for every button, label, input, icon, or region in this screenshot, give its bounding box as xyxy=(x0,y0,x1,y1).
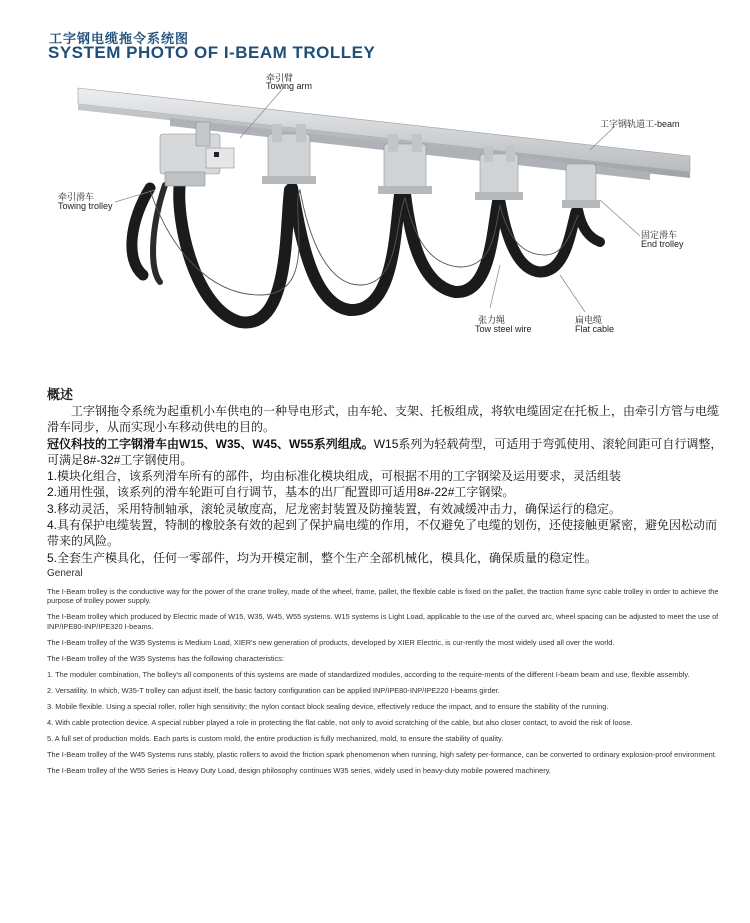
general-para: The I-Beam trolley of the W45 Systems runs stably, plastic rollers to avoid the friction spark phenomenon when running, high safety per-formance, can be converted to ordinary explosion-proof environment. xyxy=(47,749,717,759)
end-trolley xyxy=(562,164,600,208)
overview-item: 5.全套生产模具化，任何一零部件，均为开模定制，整个生产全部机械化，模具化，确保质量的稳定性。 xyxy=(47,550,598,565)
overview-para-1: 工字钢拖令系统为起重机小车供电的一种导电形式，由车轮、支架、托板组成，将软电缆固定在托板上，由牵引方管与电缆滑车同步，从而实现小车移动供电的目的。 xyxy=(47,404,720,435)
tow-wire-label-en: Tow steel wire xyxy=(475,324,532,334)
general-para: The I-Beam trolley of the W35 Systems is Medium Load, XIER's new generation of products, developed by XIER Electric, is cur-rently the most widely used all over the world. xyxy=(47,637,615,647)
towing-arm-label-cn: 牵引臂 xyxy=(266,73,294,83)
general-para: The I-Beam trolley of the W35 Systems has the following characteristics: xyxy=(47,653,285,663)
towing-arm-label-en: Towing arm xyxy=(266,81,313,91)
general-heading: General xyxy=(47,568,83,579)
overview-para-2-rest: W15系列为轻载荷型，可适用于弯弧使用、滚轮间距可自行调整，可满足8#-32#工字钢使用。 xyxy=(47,436,723,467)
tow-wire-label-cn: 张力绳 xyxy=(478,315,506,325)
overview-heading: 概述 xyxy=(47,387,74,402)
overview-para-2 xyxy=(47,436,727,469)
overview-body xyxy=(47,403,727,566)
general-para: The I-Beam trolley of the W55 Series is Heavy Duty Load, design philosophy continues W35 series, widely used in heavy-duty mobile powered machinery. xyxy=(47,765,551,775)
general-para: The I-Beam trolley is the conductive way for the power of the crane trolley, made of the wheel, frame, pallet, the flexible cable is fixed on the pallet, the traction frame sync cable trolley in order to achieve the purpose of trolley power supply. xyxy=(47,587,719,606)
end-trolley-label-en: End trolley xyxy=(641,239,684,249)
i-beam-label: 工字钢轨道工-beam xyxy=(600,119,680,129)
page-title-en: SYSTEM PHOTO OF I-BEAM TROLLEY xyxy=(48,43,376,62)
overview-para-2-strong: 冠仪科技的工字钢滑车由W15、W35、W45、W55系列组成。 xyxy=(47,436,374,451)
general-para: 5. A full set of production molds. Each parts is custom mold, the entire production is fully mechanized, mold, to ensure the stability of quality. xyxy=(47,733,504,743)
general-para: 4. With cable protection device. A special rubber played a role in protecting the flat cable, not only to avoid scratching of the cable, but also closer contact, to avoid the risk of loose. xyxy=(47,717,633,727)
general-para: 3. Mobile flexible. Using a special roller, roller high sensitivity; the nylon contact block sealing device, effectively reduce the impact, and to ensure the stability of the running. xyxy=(47,701,609,711)
overview-item: 1.模块化组合，该系列滑车所有的部件，均由标准化模块组成，可根据不用的工字钢梁及运用要求，灵活组装 xyxy=(47,469,622,484)
general-para: 2. Versatility. In which, W35-T trolley can adjust itself, the basic factory configuration can be applied INP/IPE80-INP/IPE220 I-beams girder. xyxy=(47,685,500,695)
flat-cable-label-cn: 扁电缆 xyxy=(575,315,603,325)
general-para: 1. The moduler combination, The bolley's all components of this systems are made of standardized modules, according to the require-ments of the different I-beam beam and use, flexible assembly. xyxy=(47,669,690,679)
general-para: The I-Beam trolley which produced by Electric made of W15, W35, W45, W55 systems. W15 systems is Light Load, applicable to the use of the curved arc, wheel spacing can be adjusted to meet the use of INP/IPE80-INP/IPE320 I-beams. xyxy=(47,612,719,631)
page-title-cn: 工字钢电缆拖令系统图 xyxy=(49,31,190,46)
general-body xyxy=(47,587,737,782)
trolley-4 xyxy=(475,146,523,200)
towing-trolley-label-cn: 牵引滑车 xyxy=(58,192,95,202)
overview-item: 3.移动灵活，采用特制轴承，滚轮灵敏度高，尼龙密封装置及防撞装置，有效减缓冲击力，确保运行的稳定。 xyxy=(47,501,622,516)
flat-cable-label-en: Flat cable xyxy=(575,324,615,334)
towing-trolley-label-en: Towing trolley xyxy=(58,201,113,211)
overview-item: 2.通用性强，该系列的滑车轮距可自行调节，基本的出厂配置即可适用8#-22#工字钢梁。 xyxy=(47,485,515,500)
overview-item: 4.具有保护电缆装置，特制的橡胶条有效的起到了保护扁电缆的作用，不仅避免了电缆的划伤，还使接触更紧密，避免因松动而带来的风险。 xyxy=(47,518,718,549)
end-trolley-label-cn: 固定滑车 xyxy=(641,230,678,240)
